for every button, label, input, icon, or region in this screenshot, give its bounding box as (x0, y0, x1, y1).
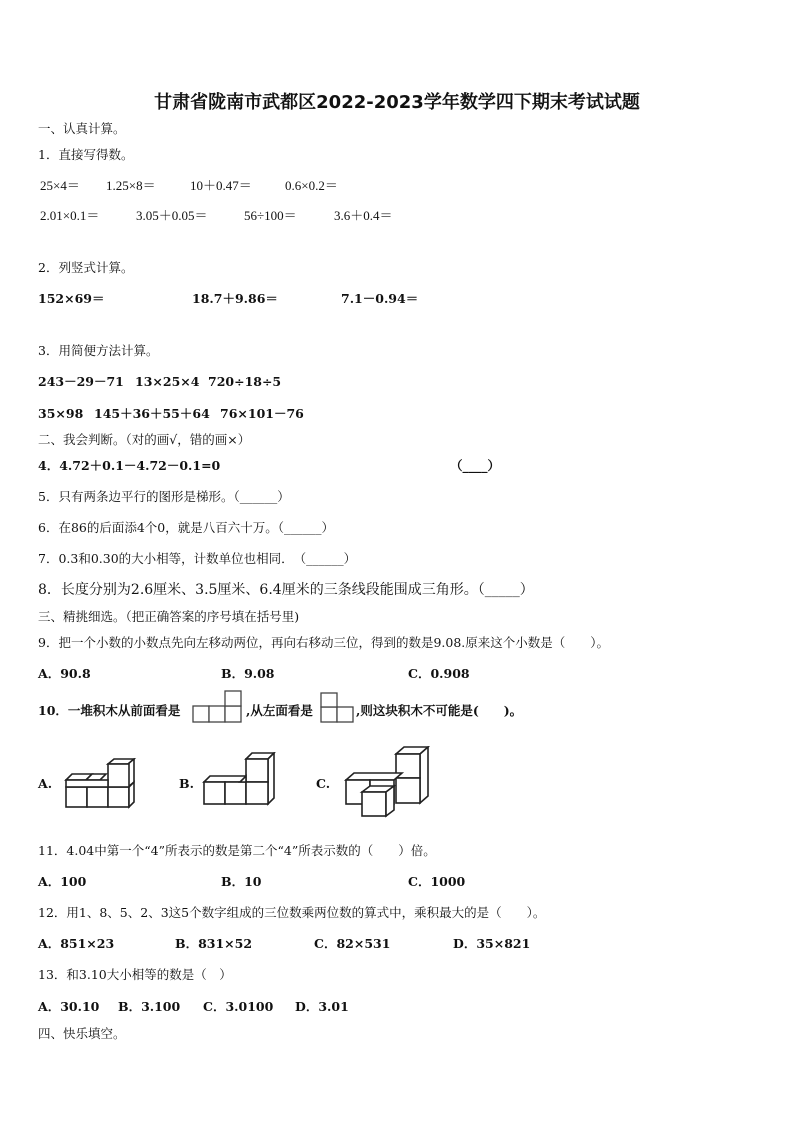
question-12: 12．用1、8、5、2、3这5个数字组成的三位数乘两位数的算式中，乘积最大的是（ ）。 (38, 905, 546, 920)
q9-option[interactable]: C．0.908 (408, 666, 470, 681)
q13-option[interactable]: A．30.10 (38, 999, 100, 1014)
question-2: 2．列竖式计算。 (38, 260, 134, 275)
q1-item: 10＋0.47＝ (190, 178, 252, 193)
q1-item: 3.05＋0.05＝ (136, 208, 208, 223)
q11-option[interactable]: B．10 (221, 874, 262, 889)
q12-option[interactable]: A．851×23 (38, 936, 115, 951)
question-9: 9．把一个小数的小数点先向左移动两位，再向右移动三位，得到的数是9.08.原来这个小数是（ ）。 (38, 635, 610, 650)
q3-item: 243－29－71 (38, 374, 124, 389)
question-4: 4．4.72＋0.1－4.72－0.1=0 (38, 458, 221, 473)
q3-item: 76×101－76 (220, 406, 304, 421)
q9-option[interactable]: B．9.08 (221, 666, 275, 681)
q3-item: 35×98 (38, 406, 84, 421)
section-2-heading: 二、我会判断。（对的画√，错的画×） (38, 432, 251, 447)
q13-option[interactable]: C．3.0100 (203, 999, 274, 1014)
q13-option[interactable]: D．3.01 (295, 999, 349, 1014)
question-13: 13．和3.10大小相等的数是（ ） (38, 967, 232, 982)
q11-option[interactable]: A．100 (38, 874, 87, 889)
q9-option[interactable]: A．90.8 (38, 666, 91, 681)
section-1-heading: 一、认真计算。 (38, 121, 126, 136)
q13-option[interactable]: B．3.100 (118, 999, 181, 1014)
q12-option[interactable]: D．35×821 (453, 936, 531, 951)
question-3: 3．用简便方法计算。 (38, 343, 159, 358)
q1-item: 25×4＝ (40, 178, 80, 193)
question-6: 6．在86的后面添4个0，就是八百六十万。（______） (38, 520, 335, 535)
q12-option[interactable]: C．82×531 (314, 936, 391, 951)
q2-item: 7.1－0.94＝ (341, 291, 419, 306)
option-b-blocks-figure (200, 752, 280, 812)
q1-item: 3.6＋0.4＝ (334, 208, 393, 223)
question-11: 11．4.04中第一个“4”所表示的数是第二个“4”所表示数的（ ）倍。 (38, 843, 436, 858)
q1-item: 1.25×8＝ (106, 178, 156, 193)
q10-option-label[interactable]: B. (179, 776, 194, 791)
question-10-part3: ,则这块积木不可能是( )。 (356, 703, 523, 718)
q1-item: 2.01×0.1＝ (40, 208, 100, 223)
question-10-part2: ,从左面看是 (246, 703, 313, 718)
question-1: 1．直接写得数。 (38, 147, 134, 162)
q3-item: 145＋36＋55＋64 (94, 406, 210, 421)
q2-item: 18.7＋9.86＝ (192, 291, 278, 306)
option-c-blocks-figure (340, 746, 436, 818)
question-7: 7．0.3和0.30的大小相等，计数单位也相同． （______） (38, 551, 357, 566)
question-10-part1: 10．一堆积木从前面看是 (38, 703, 181, 718)
left-view-figure (320, 692, 356, 724)
front-view-figure (192, 690, 246, 724)
question-8: 8．长度分别为2.6厘米、3.5厘米、6.4厘米的三条线段能围成三角形。（_____） (38, 582, 534, 598)
page-title: 甘肃省陇南市武都区2022-2023学年数学四下期末考试试题 (154, 92, 640, 113)
section-4-heading: 四、快乐填空。 (38, 1026, 126, 1041)
q1-item: 0.6×0.2＝ (285, 178, 338, 193)
q10-option-label[interactable]: C. (316, 776, 331, 791)
q12-option[interactable]: B．831×52 (175, 936, 253, 951)
q3-item: 13×25×4 (135, 374, 200, 389)
q11-option[interactable]: C．1000 (408, 874, 466, 889)
q2-item: 152×69＝ (38, 291, 105, 306)
section-3-heading: 三、精挑细选。（把正确答案的序号填在括号里) (38, 609, 300, 624)
answer-blank[interactable]: （____） (450, 458, 501, 473)
q3-item: 720÷18÷5 (208, 374, 282, 389)
q1-item: 56÷100＝ (244, 208, 297, 223)
option-a-blocks-figure (62, 758, 142, 812)
q10-option-label[interactable]: A. (38, 776, 53, 791)
question-5: 5．只有两条边平行的图形是梯形。（______） (38, 489, 290, 504)
